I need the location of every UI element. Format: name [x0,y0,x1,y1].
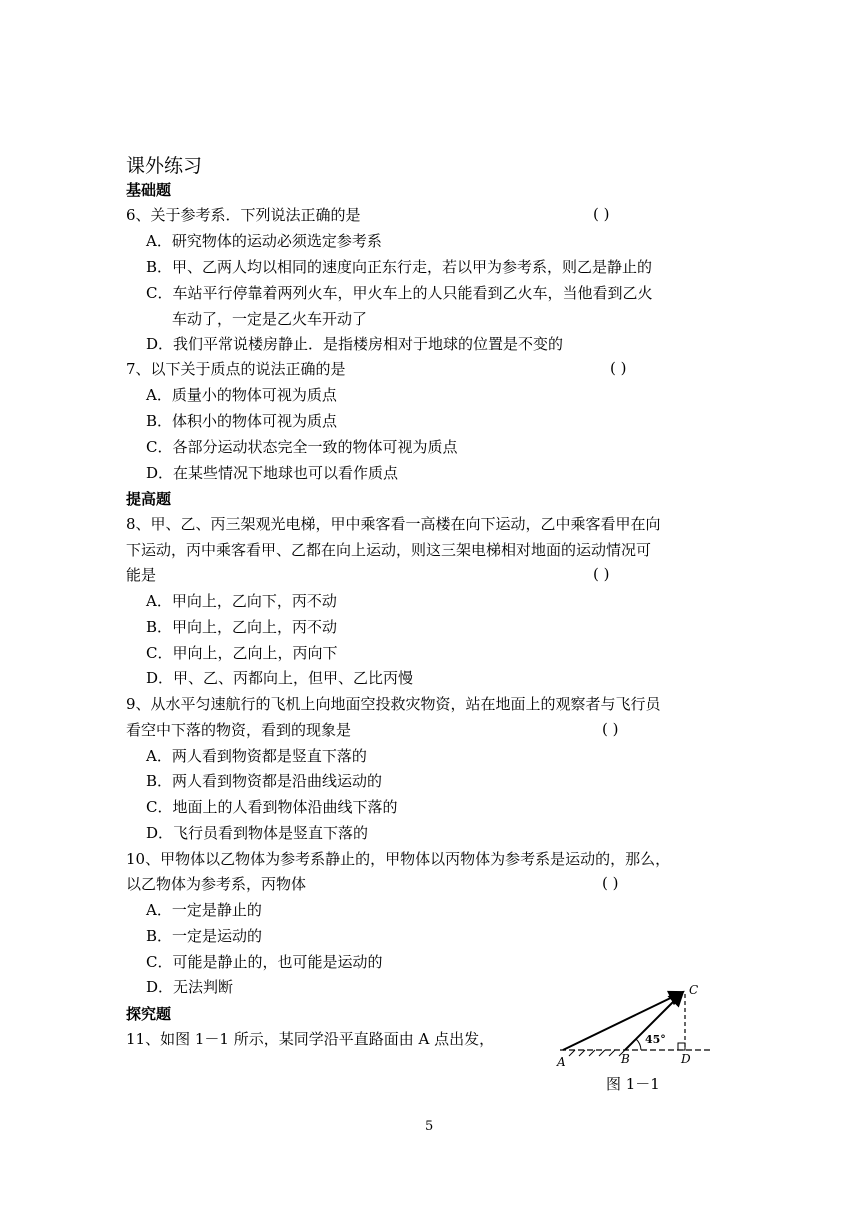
ground-hatching [569,1050,625,1056]
heading-explore: 探究题 [126,1005,172,1023]
q6-option-a: A．研究物体的运动必须选定参考系 [146,232,382,250]
q9-option-d: D．飞行员看到物体是竖直下落的 [146,824,369,842]
q6-option-c: C．车站平行停靠着两列火车，甲火车上的人只能看到乙火车，当他看到乙火 [146,284,653,302]
q7-option-d: D．在某些情况下地球也可以看作质点 [146,464,399,482]
q6-option-c-cont: 车动了，一定是乙火车开动了 [172,310,368,328]
page-number: 5 [425,1119,434,1134]
q8-answer-paren: ( ) [593,565,610,583]
q7-option-c: C．各部分运动状态完全一致的物体可视为质点 [146,438,458,456]
q9-option-b: B．两人看到物资都是沿曲线运动的 [146,772,383,790]
q7-stem: 7、以下关于质点的说法正确的是 [126,360,346,378]
label-b: B [621,1052,630,1066]
q6-option-d: D．我们平常说楼房静止．是指楼房相对于地球的位置是不变的 [146,335,564,353]
q8-option-d: D．甲、乙、丙都向上，但甲、乙比丙慢 [146,669,414,687]
angle-arc [636,1039,641,1050]
q8-option-c: C．甲向上，乙向上，丙向下 [146,644,338,662]
q9-stem-line2: 看空中下落的物资，看到的现象是 [126,721,352,739]
q11-stem: 11、如图 1－1 所示，某同学沿平直路面由 A 点出发， [126,1030,495,1048]
q9-option-c: C．地面上的人看到物体沿曲线下落的 [146,798,398,816]
q6-answer-paren: ( ) [593,205,610,223]
q9-stem-line1: 9、从水平匀速航行的飞机上向地面空投救灾物资，站在地面上的观察者与飞行员 [126,695,661,713]
q8-option-a: A．甲向上，乙向下，丙不动 [146,592,337,610]
figure-caption: 图 1－1 [606,1075,660,1093]
q10-option-b: B．一定是运动的 [146,927,263,945]
q7-answer-paren: ( ) [610,359,627,377]
label-c: C [689,983,699,997]
label-a: A [557,1055,566,1069]
q8-option-b: B．甲向上，乙向上，丙不动 [146,618,338,636]
label-d: D [681,1052,691,1066]
q10-option-a: A．一定是静止的 [146,901,262,919]
heading-advanced: 提高题 [126,490,172,508]
q7-option-b: B．体积小的物体可视为质点 [146,412,338,430]
figure-1-1-diagram [555,980,715,1080]
q10-option-d: D．无法判断 [146,978,234,996]
q8-stem-line3: 能是 [126,566,157,584]
q10-stem-line2: 以乙物体为参考系，丙物体 [126,875,307,893]
q6-option-b: B．甲、乙两人均以相同的速度向正东行走，若以甲为参考系，则乙是静止的 [146,258,653,276]
angle-label: 45° [645,1033,666,1046]
q6-stem: 6、关于参考系．下列说法正确的是 [126,206,361,224]
q10-stem-line1: 10、甲物体以乙物体为参考系静止的，甲物体以丙物体为参考系是运动的，那么， [126,850,671,868]
section-title: 课外练习 [126,155,203,177]
q10-answer-paren: ( ) [602,874,619,892]
q8-stem-line1: 8、甲、乙、丙三架观光电梯，甲中乘客看一高楼在向下运动，乙中乘客看甲在向 [126,515,661,533]
q8-stem-line2: 下运动，丙中乘客看甲、乙都在向上运动，则这三架电梯相对地面的运动情况可 [126,541,652,559]
q10-option-c: C．可能是静止的，也可能是运动的 [146,953,383,971]
right-angle-mark [678,1043,685,1050]
q9-answer-paren: ( ) [602,720,619,738]
q9-option-a: A．两人看到物资都是竖直下落的 [146,747,367,765]
q7-option-a: A．质量小的物体可视为质点 [146,386,337,404]
heading-basic: 基础题 [126,181,172,199]
